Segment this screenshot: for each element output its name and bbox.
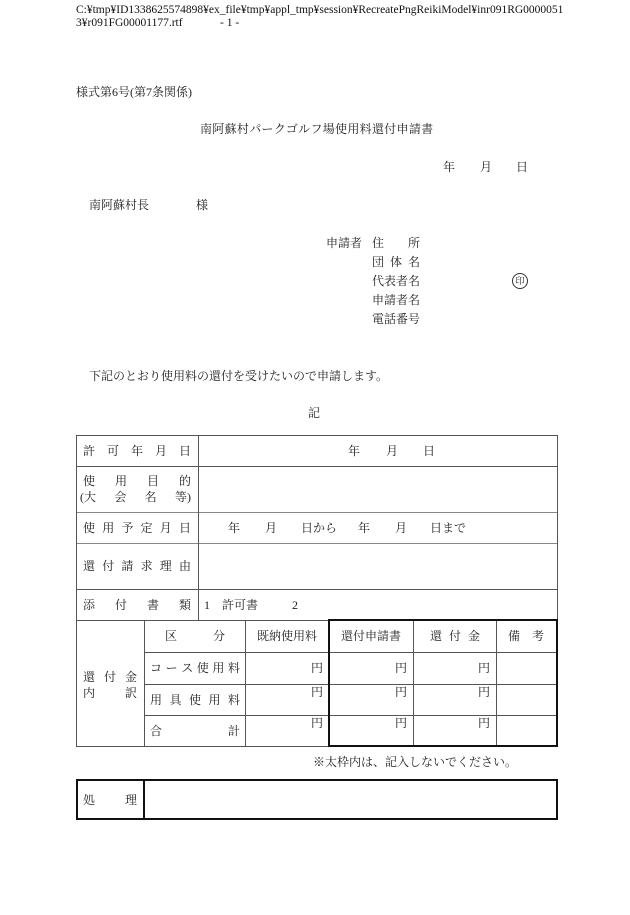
permit-date-day: 日 xyxy=(423,444,436,458)
refund-breakdown-label-2: 内 訳 xyxy=(83,686,137,700)
end-month: 月 xyxy=(395,521,408,535)
total-refund: 円 xyxy=(478,716,491,730)
processing-field[interactable] xyxy=(146,782,555,817)
processing-label: 処 理 xyxy=(83,793,137,807)
refund-breakdown-label: 還 付 金 xyxy=(83,670,137,684)
start-month: 月 xyxy=(265,521,278,535)
refund-reason-field[interactable] xyxy=(200,545,556,588)
file-path-line2: 3¥r091FG00001177.rtf xyxy=(76,17,183,29)
header-category: 区 分 xyxy=(165,629,225,643)
header-paid-fee: 既納使用料 xyxy=(257,629,318,643)
applicant-label: 申請者 xyxy=(326,236,363,250)
refund-reason-label: 還 付 請 求 理 由 xyxy=(83,559,191,573)
permit-date-field[interactable] xyxy=(200,437,556,465)
applicant-name-label: 申請者名 xyxy=(372,293,421,307)
total-application: 円 xyxy=(395,716,408,730)
permit-date-label: 許 可 年 月 日 xyxy=(83,444,191,458)
start-day: 日から xyxy=(301,521,338,535)
attachments-label: 添 付 書 類 xyxy=(83,598,191,612)
course-fee-paid: 円 xyxy=(311,661,324,675)
applicant-phone-label: 電話番号 xyxy=(372,312,421,326)
file-path-line1: C:¥tmp¥ID1338625574898¥ex_file¥tmp¥appl_tmp¥session¥RecreatePngReikiModel¥inr091RG0000051 xyxy=(76,4,564,16)
purpose-label: 使 用 目 的 xyxy=(83,474,191,488)
date-year: 年 xyxy=(443,160,456,174)
ki-heading: 記 xyxy=(308,406,321,420)
course-fee-refund: 円 xyxy=(478,661,491,675)
permit-date-month: 月 xyxy=(386,444,399,458)
addressee: 南阿蘇村長 xyxy=(89,198,150,212)
applicant-address-label: 住 所 xyxy=(372,236,420,250)
end-day: 日まで xyxy=(430,521,467,535)
addressee-suffix: 様 xyxy=(196,198,209,212)
applicant-group-label: 団 体 名 xyxy=(372,255,420,269)
equipment-fee-refund: 円 xyxy=(478,685,491,699)
equipment-fee-paid: 円 xyxy=(311,685,324,699)
course-fee-label: コ ー ス 使 用 料 xyxy=(150,661,240,675)
end-year: 年 xyxy=(358,521,371,535)
total-label: 合 計 xyxy=(150,724,240,738)
applicant-representative-label: 代表者名 xyxy=(372,274,421,288)
header-refund-application: 還付申請書 xyxy=(341,629,402,643)
date-month: 月 xyxy=(480,160,493,174)
equipment-fee-application: 円 xyxy=(395,685,408,699)
form-number: 様式第6号(第7条関係) xyxy=(76,85,192,99)
seal-icon: 印 xyxy=(512,273,528,289)
form-title: 南阿蘇村パークゴルフ場使用料還付申請書 xyxy=(200,122,434,136)
thick-frame-note: ※太枠内は、記入しないでください。 xyxy=(313,755,518,769)
header-refund-amount: 還 付 金 xyxy=(430,629,480,643)
header-remarks: 備 考 xyxy=(508,629,544,643)
permit-date-year: 年 xyxy=(348,444,361,458)
event-name-label: (大 会 名 等) xyxy=(80,490,191,504)
attachment-1-number: 1 xyxy=(204,598,210,612)
scheduled-date-field[interactable] xyxy=(200,514,556,542)
statement: 下記のとおり使用料の還付を受けたいので申請します。 xyxy=(89,369,389,383)
equipment-fee-label: 用 具 使 用 料 xyxy=(150,693,240,707)
date-day: 日 xyxy=(516,160,529,174)
attachment-1-permit: 許可書 xyxy=(222,598,259,612)
purpose-field[interactable] xyxy=(200,468,556,511)
attachment-2-number: 2 xyxy=(292,598,298,612)
start-year: 年 xyxy=(228,521,241,535)
course-fee-application: 円 xyxy=(395,661,408,675)
total-paid: 円 xyxy=(311,716,324,730)
scheduled-date-label: 使 用 予 定 月 日 xyxy=(83,521,191,535)
page-number: - 1 - xyxy=(220,17,240,29)
